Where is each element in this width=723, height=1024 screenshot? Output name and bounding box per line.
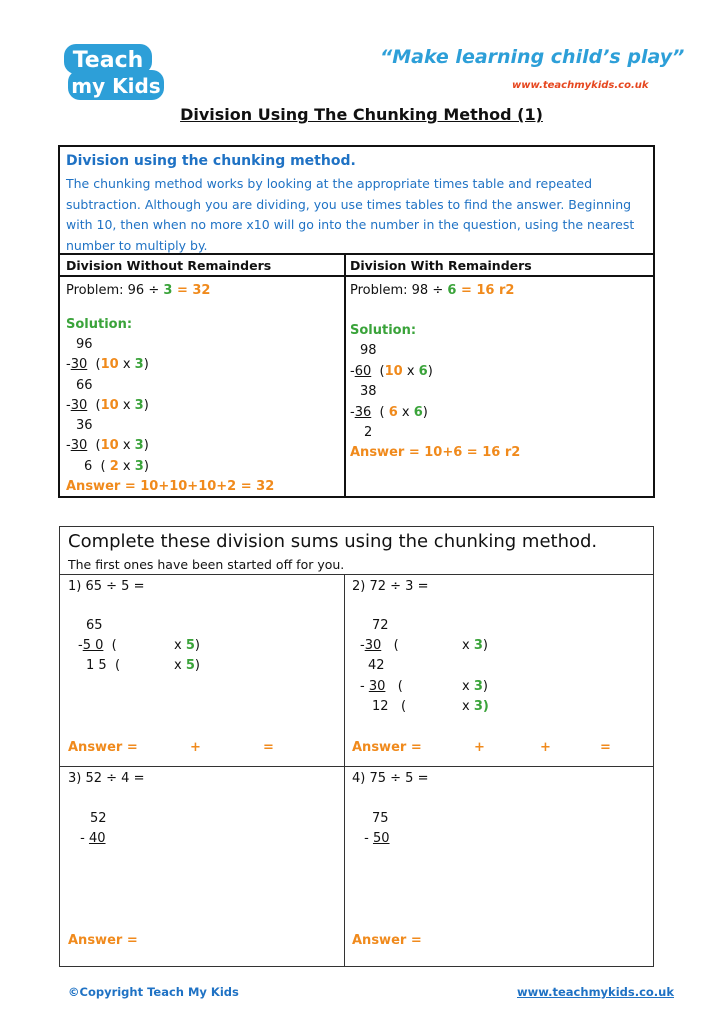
q1-step1-mult: x 5) [174,638,200,653]
right-problem: Problem: 98 ÷ 6 = 16 r2 [350,283,515,298]
left-step4: 6 ( 2 x 3) [84,459,149,474]
q1-label: 1) 65 ÷ 5 = [68,579,145,594]
left-problem: Problem: 96 ÷ 3 = 32 [66,283,211,298]
example-box [58,145,655,498]
col-header-with-remainders: Division With Remainders [350,258,532,273]
exercise-subheading: The first ones have been started off for you. [68,557,345,572]
q3-step1: - 40 [76,831,106,846]
left-solution-label: Solution: [66,317,133,332]
right-answer: Answer = 10+6 = 16 r2 [350,445,521,460]
left-step2: -30 (10 x 3) [66,398,149,413]
left-rem1: 66 [76,378,93,393]
q2-rem1: 42 [368,658,385,673]
right-rem1: 38 [360,384,377,399]
q4-label: 4) 75 ÷ 5 = [352,771,429,786]
q2-start: 72 [372,618,389,633]
left-start: 96 [76,337,93,352]
q2-step1: -30 ( [360,638,399,653]
q1-step1: -5 0 ( [78,638,117,653]
q2-step1-mult: x 3) [462,638,488,653]
left-step3: -30 (10 x 3) [66,438,149,453]
q4-step1: - 50 [360,831,390,846]
right-rem2: 2 [364,425,373,440]
q1-equals: = [263,740,274,755]
left-step1: -30 (10 x 3) [66,357,149,372]
tagline: “Make learning child’s play” [380,46,685,68]
right-step2: -36 ( 6 x 6) [350,405,428,420]
q2-equals: = [600,740,611,755]
q2-rem2-mult: x 3) [462,699,489,714]
q2-step2: - 30 ( [360,679,403,694]
left-rem2: 36 [76,418,93,433]
q1-rem1: 1 5 ( [86,658,121,673]
q2-label: 2) 72 ÷ 3 = [352,579,429,594]
q3-answer-label: Answer = [68,933,138,948]
intro-heading: Division using the chunking method. [66,153,356,169]
intro-text: The chunking method works by looking at the appropriate times table and repeated subtraction. Although you are dividing, you use times tables to find the answer. Beginning with 10, then when no more x10 will go into the number in the question, using the nearest number to multiply by. [66,176,635,253]
footer-url-link[interactable]: www.teachmykids.co.uk [517,985,675,999]
right-solution-label: Solution: [350,323,417,338]
q2-rem2: 12 ( [372,699,407,714]
svg-text:Teach: Teach [72,48,144,73]
exercise-heading: Complete these division sums using the chunking method. [68,531,598,552]
right-step1: -60 (10 x 6) [350,364,433,379]
col-header-without-remainders: Division Without Remainders [66,258,272,273]
header-url[interactable]: www.teachmykids.co.uk [512,80,649,91]
q1-start: 65 [86,618,103,633]
q3-start: 52 [90,811,107,826]
teach-my-kids-logo [62,40,182,104]
left-answer: Answer = 10+10+10+2 = 32 [66,479,275,494]
q2-answer-label: Answer = [352,740,422,755]
q1-answer-label: Answer = [68,740,138,755]
q2-step2-mult: x 3) [462,679,488,694]
q1-plus: + [190,740,201,755]
footer-copyright: ©Copyright Teach My Kids [68,985,239,999]
q4-start: 75 [372,811,389,826]
q4-answer-label: Answer = [352,933,422,948]
page-title: Division Using The Chunking Method (1) [180,105,543,124]
q3-label: 3) 52 ÷ 4 = [68,771,145,786]
svg-text:my Kids: my Kids [71,74,161,98]
right-start: 98 [360,343,377,358]
q1-rem1-mult: x 5) [174,658,200,673]
q2-plus1: + [474,740,485,755]
exercise-box [59,526,654,967]
q2-plus2: + [540,740,551,755]
